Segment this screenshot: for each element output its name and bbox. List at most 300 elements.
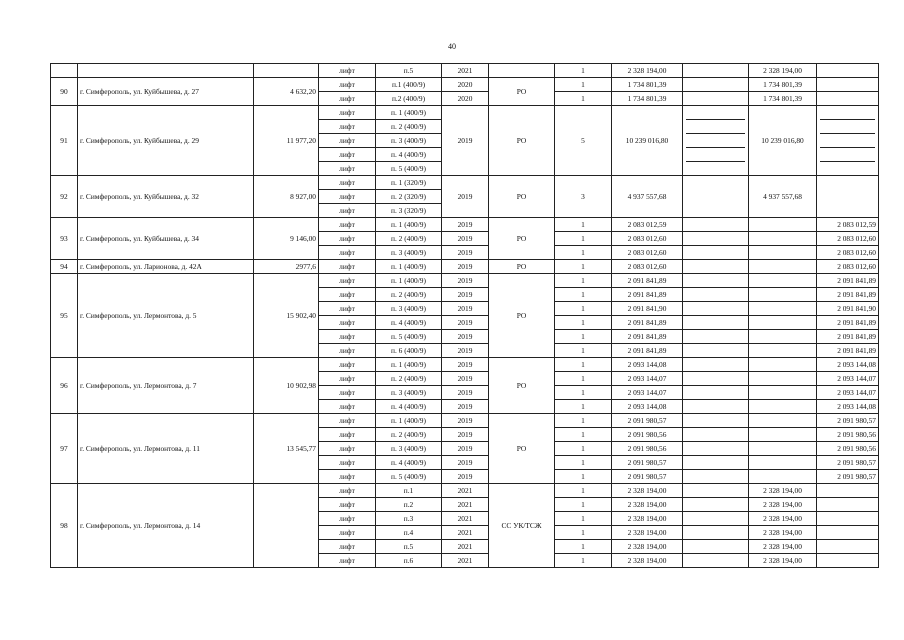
total-cost-cell: 1 734 801,39 <box>612 78 683 92</box>
quantity-cell: 1 <box>555 302 612 316</box>
local-budget-cell: 2 083 012,60 <box>817 260 879 274</box>
entrance-cell: п. 3 (320/9) <box>376 204 442 218</box>
regional-subcell <box>686 134 745 148</box>
owners-funds-cell: 10 239 016,80 <box>749 106 817 176</box>
entrance-cell: п. 1 (400/9) <box>376 106 442 120</box>
local-budget-cell <box>817 498 879 512</box>
year-cell: 2021 <box>442 498 489 512</box>
regional-subcell <box>686 162 745 175</box>
quantity-cell: 1 <box>555 400 612 414</box>
regional-budget-cell <box>683 316 749 330</box>
owners-funds-cell <box>749 344 817 358</box>
object-type-cell: лифт <box>319 218 376 232</box>
owners-funds-cell <box>749 218 817 232</box>
quantity-cell: 1 <box>555 246 612 260</box>
row-number-cell: 91 <box>51 106 78 176</box>
entrance-cell: п.4 <box>376 526 442 540</box>
regional-budget-cell <box>683 386 749 400</box>
address-cell: г. Симферополь, ул. Ларионова, д. 42А <box>78 260 254 274</box>
regional-budget-cell <box>683 428 749 442</box>
regional-budget-cell <box>683 288 749 302</box>
register-body <box>51 64 879 568</box>
entrance-cell: п. 3 (400/9) <box>376 302 442 316</box>
address-cell: г. Симферополь, ул. Лермонтова, д. 5 <box>78 274 254 358</box>
total-cost-cell: 4 937 557,68 <box>612 176 683 218</box>
regional-budget-cell <box>683 400 749 414</box>
year-cell: 2019 <box>442 386 489 400</box>
table-row <box>51 274 879 288</box>
total-cost-cell: 2 083 012,59 <box>612 218 683 232</box>
entrance-cell: п. 5 (400/9) <box>376 330 442 344</box>
total-cost-cell: 10 239 016,80 <box>612 106 683 176</box>
object-type-cell: лифт <box>319 358 376 372</box>
object-type-cell: лифт <box>319 162 376 176</box>
funding-source-cell: РО <box>489 106 555 176</box>
object-type-cell: лифт <box>319 484 376 498</box>
local-budget-cell: 2 093 144,07 <box>817 372 879 386</box>
owners-funds-cell: 2 328 194,00 <box>749 526 817 540</box>
entrance-cell: п. 2 (400/9) <box>376 372 442 386</box>
entrance-cell: п. 4 (400/9) <box>376 316 442 330</box>
funding-source-cell: РО <box>489 260 555 274</box>
entrance-cell: п. 3 (400/9) <box>376 134 442 148</box>
quantity-cell: 1 <box>555 330 612 344</box>
object-type-cell: лифт <box>319 526 376 540</box>
object-type-cell: лифт <box>319 176 376 190</box>
owners-funds-cell: 2 328 194,00 <box>749 540 817 554</box>
regional-budget-cell <box>683 414 749 428</box>
local-budget-cell <box>817 540 879 554</box>
quantity-cell: 1 <box>555 274 612 288</box>
owners-funds-cell <box>749 246 817 260</box>
entrance-cell: п.3 <box>376 512 442 526</box>
entrance-cell: п. 2 (400/9) <box>376 428 442 442</box>
total-cost-cell: 2 093 144,08 <box>612 400 683 414</box>
row-number-cell <box>51 64 78 78</box>
area-cell <box>254 484 319 568</box>
funding-source-cell: РО <box>489 274 555 358</box>
entrance-cell: п. 4 (400/9) <box>376 456 442 470</box>
local-budget-cell <box>817 78 879 92</box>
entrance-cell: п. 4 (400/9) <box>376 400 442 414</box>
year-cell: 2019 <box>442 456 489 470</box>
object-type-cell: лифт <box>319 344 376 358</box>
address-cell: г. Симферополь, ул. Лермонтова, д. 7 <box>78 358 254 414</box>
regional-budget-cell <box>683 540 749 554</box>
owners-funds-cell: 1 734 801,39 <box>749 78 817 92</box>
entrance-cell: п. 2 (320/9) <box>376 190 442 204</box>
owners-funds-cell <box>749 400 817 414</box>
address-cell: г. Симферополь, ул. Куйбышева, д. 32 <box>78 176 254 218</box>
entrance-cell: п.2 (400/9) <box>376 92 442 106</box>
table-row <box>51 414 879 428</box>
local-budget-cell: 2 091 980,57 <box>817 414 879 428</box>
year-cell: 2019 <box>442 344 489 358</box>
funding-source-cell: РО <box>489 414 555 484</box>
local-budget-cell: 2 091 841,90 <box>817 302 879 316</box>
entrance-cell: п.5 <box>376 540 442 554</box>
area-cell: 8 927,00 <box>254 176 319 218</box>
funding-source-cell: СС УК/ТСЖ <box>489 484 555 568</box>
year-cell: 2020 <box>442 92 489 106</box>
owners-funds-cell: 2 328 194,00 <box>749 484 817 498</box>
object-type-cell: лифт <box>319 190 376 204</box>
quantity-cell: 1 <box>555 470 612 484</box>
regional-budget-cell <box>683 302 749 316</box>
year-cell: 2019 <box>442 274 489 288</box>
owners-funds-cell <box>749 470 817 484</box>
local-budget-cell: 2 093 144,08 <box>817 400 879 414</box>
regional-budget-cell <box>683 526 749 540</box>
regional-budget-cell <box>683 176 749 218</box>
regional-budget-cell <box>683 358 749 372</box>
local-budget-cell <box>817 554 879 568</box>
owners-funds-cell <box>749 414 817 428</box>
local-budget-cell <box>817 106 879 176</box>
object-type-cell: лифт <box>319 92 376 106</box>
owners-funds-cell <box>749 442 817 456</box>
local-subcell <box>820 148 875 162</box>
year-cell: 2019 <box>442 372 489 386</box>
regional-budget-cell <box>683 372 749 386</box>
local-budget-cell: 2 091 980,57 <box>817 470 879 484</box>
local-budget-cell <box>817 526 879 540</box>
address-cell: г. Симферополь, ул. Лермонтова, д. 14 <box>78 484 254 568</box>
year-cell: 2019 <box>442 316 489 330</box>
area-cell: 9 146,00 <box>254 218 319 260</box>
owners-funds-cell <box>749 274 817 288</box>
total-cost-cell: 2 091 980,57 <box>612 414 683 428</box>
year-cell: 2019 <box>442 106 489 176</box>
local-budget-cell: 2 091 841,89 <box>817 316 879 330</box>
regional-budget-cell <box>683 498 749 512</box>
entrance-cell: п. 2 (400/9) <box>376 232 442 246</box>
regional-budget-cell <box>683 456 749 470</box>
object-type-cell: лифт <box>319 260 376 274</box>
owners-funds-cell <box>749 288 817 302</box>
object-type-cell: лифт <box>319 134 376 148</box>
regional-budget-cell <box>683 554 749 568</box>
total-cost-cell: 2 091 980,56 <box>612 442 683 456</box>
entrance-cell: п. 3 (400/9) <box>376 442 442 456</box>
quantity-cell: 1 <box>555 92 612 106</box>
object-type-cell: лифт <box>319 386 376 400</box>
total-cost-cell: 2 328 194,00 <box>612 554 683 568</box>
quantity-cell: 1 <box>555 232 612 246</box>
total-cost-cell: 2 091 841,90 <box>612 302 683 316</box>
entrance-cell: п. 3 (400/9) <box>376 386 442 400</box>
local-budget-cell: 2 083 012,60 <box>817 246 879 260</box>
total-cost-cell: 2 091 841,89 <box>612 330 683 344</box>
year-cell: 2019 <box>442 176 489 218</box>
quantity-cell: 1 <box>555 386 612 400</box>
year-cell: 2020 <box>442 78 489 92</box>
entrance-cell: п. 2 (400/9) <box>376 288 442 302</box>
entrance-cell: п.5 <box>376 64 442 78</box>
object-type-cell: лифт <box>319 330 376 344</box>
year-cell: 2019 <box>442 246 489 260</box>
local-budget-cell <box>817 484 879 498</box>
total-cost-cell: 2 091 980,56 <box>612 428 683 442</box>
area-cell: 10 902,98 <box>254 358 319 414</box>
regional-subcell <box>686 120 745 134</box>
quantity-cell: 1 <box>555 78 612 92</box>
owners-funds-cell: 4 937 557,68 <box>749 176 817 218</box>
regional-budget-cell <box>683 260 749 274</box>
total-cost-cell: 2 091 841,89 <box>612 344 683 358</box>
year-cell: 2019 <box>442 428 489 442</box>
object-type-cell: лифт <box>319 400 376 414</box>
local-budget-cell: 2 091 980,56 <box>817 428 879 442</box>
entrance-cell: п.6 <box>376 554 442 568</box>
regional-budget-cell <box>683 344 749 358</box>
owners-funds-cell: 2 328 194,00 <box>749 554 817 568</box>
owners-funds-cell <box>749 330 817 344</box>
quantity-cell: 1 <box>555 526 612 540</box>
quantity-cell: 1 <box>555 64 612 78</box>
owners-funds-cell: 2 328 194,00 <box>749 512 817 526</box>
local-budget-cell <box>817 64 879 78</box>
total-cost-cell: 2 083 012,60 <box>612 246 683 260</box>
table-row <box>51 78 879 92</box>
address-cell: г. Симферополь, ул. Куйбышева, д. 34 <box>78 218 254 260</box>
total-cost-cell: 2 083 012,60 <box>612 232 683 246</box>
table-row <box>51 484 879 498</box>
row-number-cell: 90 <box>51 78 78 106</box>
table-row <box>51 176 879 190</box>
regional-subcell <box>686 106 745 120</box>
total-cost-cell: 2 328 194,00 <box>612 512 683 526</box>
object-type-cell: лифт <box>319 274 376 288</box>
object-type-cell: лифт <box>319 414 376 428</box>
total-cost-cell: 2 083 012,60 <box>612 260 683 274</box>
address-cell: г. Симферополь, ул. Куйбышева, д. 27 <box>78 78 254 106</box>
total-cost-cell: 2 091 841,89 <box>612 274 683 288</box>
year-cell: 2021 <box>442 484 489 498</box>
object-type-cell: лифт <box>319 246 376 260</box>
owners-funds-cell: 1 734 801,39 <box>749 92 817 106</box>
object-type-cell: лифт <box>319 148 376 162</box>
object-type-cell: лифт <box>319 456 376 470</box>
local-budget-cell <box>817 512 879 526</box>
object-type-cell: лифт <box>319 288 376 302</box>
quantity-cell: 1 <box>555 512 612 526</box>
quantity-cell: 1 <box>555 372 612 386</box>
table-row <box>51 218 879 232</box>
object-type-cell: лифт <box>319 316 376 330</box>
total-cost-cell: 2 091 980,57 <box>612 470 683 484</box>
local-budget-cell: 2 083 012,60 <box>817 232 879 246</box>
total-cost-cell: 2 093 144,08 <box>612 358 683 372</box>
local-budget-cell: 2 093 144,07 <box>817 386 879 400</box>
entrance-cell: п. 1 (400/9) <box>376 274 442 288</box>
entrance-cell: п. 6 (400/9) <box>376 344 442 358</box>
regional-subcell <box>686 148 745 162</box>
object-type-cell: лифт <box>319 512 376 526</box>
object-type-cell: лифт <box>319 498 376 512</box>
year-cell: 2019 <box>442 302 489 316</box>
entrance-cell: п.1 (400/9) <box>376 78 442 92</box>
quantity-cell: 5 <box>555 106 612 176</box>
year-cell: 2019 <box>442 260 489 274</box>
address-cell: г. Симферополь, ул. Лермонтова, д. 11 <box>78 414 254 484</box>
total-cost-cell: 2 328 194,00 <box>612 484 683 498</box>
page-number: 40 <box>448 42 456 51</box>
owners-funds-cell <box>749 260 817 274</box>
table-row <box>51 106 879 120</box>
quantity-cell: 1 <box>555 344 612 358</box>
quantity-cell: 1 <box>555 456 612 470</box>
local-budget-cell: 2 091 841,89 <box>817 330 879 344</box>
quantity-cell: 1 <box>555 288 612 302</box>
area-cell <box>254 64 319 78</box>
owners-funds-cell <box>749 316 817 330</box>
regional-budget-cell <box>683 246 749 260</box>
regional-budget-cell <box>683 470 749 484</box>
object-type-cell: лифт <box>319 302 376 316</box>
local-subcell <box>820 162 875 175</box>
local-subcell <box>820 134 875 148</box>
total-cost-cell: 2 328 194,00 <box>612 540 683 554</box>
quantity-cell: 1 <box>555 554 612 568</box>
capital-repair-lift-table <box>50 63 879 568</box>
entrance-cell: п. 1 (400/9) <box>376 414 442 428</box>
entrance-cell: п. 1 (320/9) <box>376 176 442 190</box>
regional-budget-cell <box>683 106 749 176</box>
owners-funds-cell <box>749 456 817 470</box>
quantity-cell: 1 <box>555 498 612 512</box>
entrance-cell: п.1 <box>376 484 442 498</box>
area-cell: 11 977,20 <box>254 106 319 176</box>
quantity-cell: 1 <box>555 218 612 232</box>
local-budget-cell: 2 083 012,59 <box>817 218 879 232</box>
entrance-cell: п. 1 (400/9) <box>376 358 442 372</box>
entrance-cell: п. 5 (400/9) <box>376 162 442 176</box>
year-cell: 2019 <box>442 470 489 484</box>
total-cost-cell: 2 328 194,00 <box>612 526 683 540</box>
address-cell <box>78 64 254 78</box>
year-cell: 2021 <box>442 64 489 78</box>
year-cell: 2019 <box>442 358 489 372</box>
regional-budget-cell <box>683 78 749 92</box>
address-cell: г. Симферополь, ул. Куйбышева, д. 29 <box>78 106 254 176</box>
regional-budget-cell <box>683 330 749 344</box>
owners-funds-cell <box>749 386 817 400</box>
owners-funds-cell <box>749 302 817 316</box>
object-type-cell: лифт <box>319 78 376 92</box>
funding-source-cell: РО <box>489 218 555 260</box>
year-cell: 2021 <box>442 526 489 540</box>
quantity-cell: 1 <box>555 442 612 456</box>
quantity-cell: 1 <box>555 358 612 372</box>
owners-funds-cell <box>749 358 817 372</box>
local-budget-cell: 2 091 980,57 <box>817 456 879 470</box>
quantity-cell: 1 <box>555 428 612 442</box>
local-budget-cell <box>817 92 879 106</box>
year-cell: 2019 <box>442 288 489 302</box>
owners-funds-cell: 2 328 194,00 <box>749 498 817 512</box>
object-type-cell: лифт <box>319 442 376 456</box>
area-cell: 13 545,77 <box>254 414 319 484</box>
table-row <box>51 358 879 372</box>
quantity-cell: 1 <box>555 540 612 554</box>
object-type-cell: лифт <box>319 428 376 442</box>
year-cell: 2019 <box>442 414 489 428</box>
object-type-cell: лифт <box>319 232 376 246</box>
total-cost-cell: 2 093 144,07 <box>612 386 683 400</box>
local-budget-cell: 2 091 980,56 <box>817 442 879 456</box>
year-cell: 2019 <box>442 232 489 246</box>
area-cell: 15 902,40 <box>254 274 319 358</box>
regional-budget-cell <box>683 442 749 456</box>
regional-budget-cell <box>683 484 749 498</box>
row-number-cell: 93 <box>51 218 78 260</box>
row-number-cell: 98 <box>51 484 78 568</box>
entrance-cell: п.2 <box>376 498 442 512</box>
table-row <box>51 260 879 274</box>
regional-budget-cell <box>683 232 749 246</box>
funding-source-cell: РО <box>489 78 555 106</box>
total-cost-cell: 2 328 194,00 <box>612 64 683 78</box>
row-number-cell: 96 <box>51 358 78 414</box>
local-budget-cell: 2 091 841,89 <box>817 274 879 288</box>
funding-source-cell <box>489 64 555 78</box>
regional-budget-cell <box>683 64 749 78</box>
entrance-cell: п. 4 (400/9) <box>376 148 442 162</box>
area-cell: 2977,6 <box>254 260 319 274</box>
table-row <box>51 64 879 78</box>
quantity-cell: 1 <box>555 260 612 274</box>
entrance-cell: п. 1 (400/9) <box>376 260 442 274</box>
total-cost-cell: 2 091 841,89 <box>612 316 683 330</box>
entrance-cell: п. 5 (400/9) <box>376 470 442 484</box>
regional-budget-cell <box>683 92 749 106</box>
object-type-cell: лифт <box>319 204 376 218</box>
year-cell: 2021 <box>442 540 489 554</box>
total-cost-cell: 2 328 194,00 <box>612 498 683 512</box>
object-type-cell: лифт <box>319 540 376 554</box>
local-subcell <box>820 106 875 120</box>
quantity-cell: 1 <box>555 316 612 330</box>
object-type-cell: лифт <box>319 554 376 568</box>
year-cell: 2019 <box>442 218 489 232</box>
entrance-cell: п. 3 (400/9) <box>376 246 442 260</box>
total-cost-cell: 2 091 980,57 <box>612 456 683 470</box>
quantity-cell: 1 <box>555 414 612 428</box>
object-type-cell: лифт <box>319 470 376 484</box>
row-number-cell: 97 <box>51 414 78 484</box>
total-cost-cell: 1 734 801,39 <box>612 92 683 106</box>
quantity-cell: 3 <box>555 176 612 218</box>
regional-budget-cell <box>683 512 749 526</box>
funding-source-cell: РО <box>489 176 555 218</box>
year-cell: 2019 <box>442 442 489 456</box>
object-type-cell: лифт <box>319 64 376 78</box>
entrance-cell: п. 2 (400/9) <box>376 120 442 134</box>
year-cell: 2019 <box>442 330 489 344</box>
local-budget-cell: 2 091 841,89 <box>817 344 879 358</box>
year-cell: 2019 <box>442 400 489 414</box>
row-number-cell: 92 <box>51 176 78 218</box>
row-number-cell: 94 <box>51 260 78 274</box>
owners-funds-cell <box>749 428 817 442</box>
local-budget-cell: 2 091 841,89 <box>817 288 879 302</box>
regional-budget-cell <box>683 274 749 288</box>
funding-source-cell: РО <box>489 358 555 414</box>
quantity-cell: 1 <box>555 484 612 498</box>
local-subcell <box>820 120 875 134</box>
object-type-cell: лифт <box>319 372 376 386</box>
